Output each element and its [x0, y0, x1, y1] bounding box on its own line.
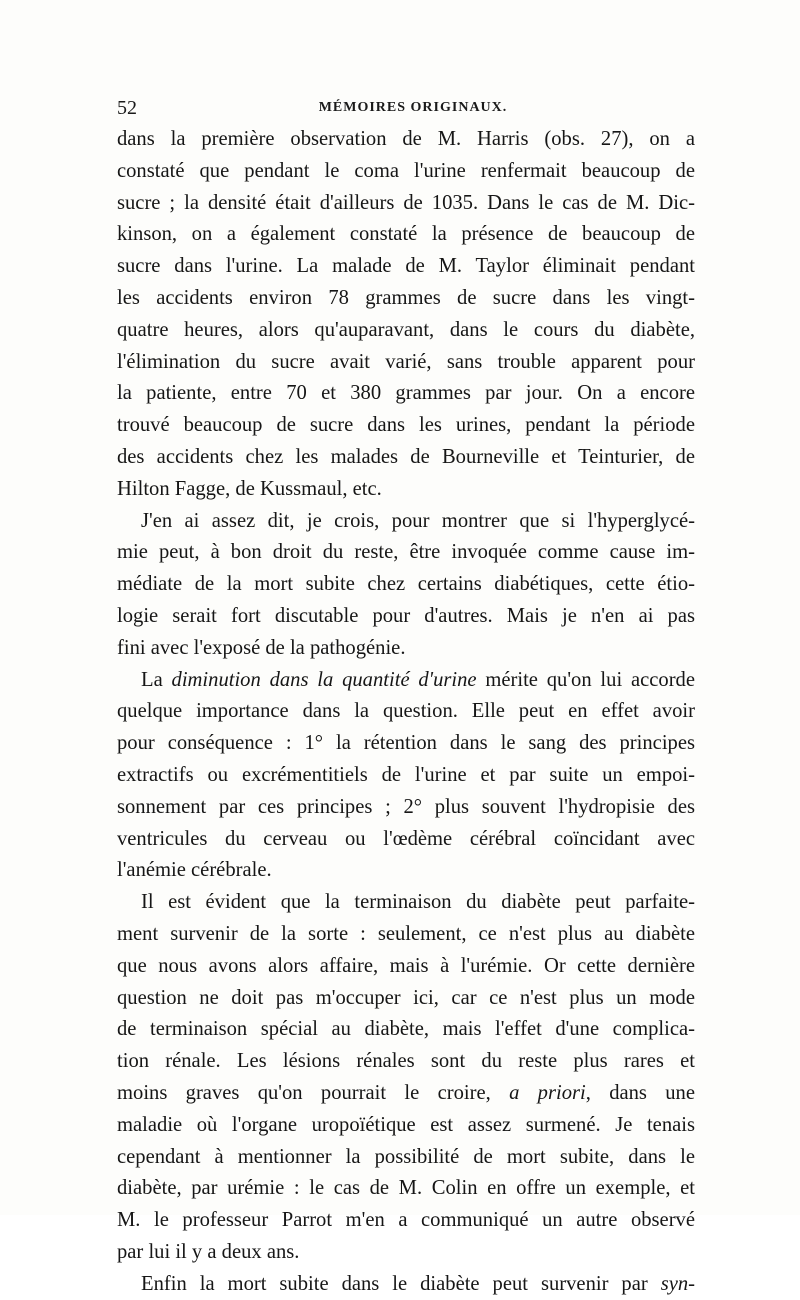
text-line: sucre ; la densité était d'ailleurs de 1035. Dans le cas de M. Dic- — [117, 191, 695, 214]
text-run: mérite qu'on lui accorde — [476, 668, 695, 691]
text-line: des accidents chez les malades de Bourneville et Teinturier, de — [117, 445, 695, 468]
paragraph-1 — [117, 124, 695, 506]
paragraph-4 — [117, 887, 695, 1269]
body-text — [117, 124, 695, 1300]
text-line: l'élimination du sucre avait varié, sans trouble apparent pour — [117, 350, 695, 373]
text-line: ventricules du cerveau ou l'œdème cérébral coïncidant avec — [117, 827, 695, 850]
text-line: quelque importance dans la question. Elle peut en effet avoir — [117, 700, 695, 723]
text-line: sonnement par ces principes ; 2° plus souvent l'hydropisie des — [117, 795, 695, 818]
text-line: sucre dans l'urine. La malade de M. Taylor éliminait pendant — [117, 255, 695, 278]
text-run: La — [141, 668, 172, 691]
text-line: extractifs ou excrémentitiels de l'urine et par suite un empoi- — [117, 763, 695, 786]
paragraph-3 — [117, 665, 695, 888]
text-line: J'en ai assez dit, je crois, pour montrer que si l'hyperglycé- — [141, 509, 695, 532]
text-run: , dans une — [585, 1081, 695, 1104]
text-line: par lui il y a deux ans. — [117, 1240, 300, 1263]
text-line: ment survenir de la sorte : seulement, ce n'est plus au diabète — [117, 922, 695, 945]
text-line: dans la première observation de M. Harris (obs. 27), on a — [117, 128, 695, 150]
text-line: kinson, on a également constaté la présence de beaucoup de — [117, 223, 695, 246]
text-line: pour conséquence : 1° la rétention dans le sang des principes — [117, 732, 695, 755]
text-line: l'anémie cérébrale. — [117, 859, 272, 882]
text-line: constaté que pendant le coma l'urine renfermait beaucoup de — [117, 159, 695, 182]
text-line: question ne doit pas m'occuper ici, car ce n'est plus un mode — [117, 986, 695, 1009]
text-line: les accidents environ 78 grammes de sucre dans les vingt- — [117, 286, 695, 309]
text-line: que nous avons alors affaire, mais à l'urémie. Or cette dernière — [117, 954, 695, 977]
text-line: trouvé beaucoup de sucre dans les urines, pendant la période — [117, 414, 695, 437]
text-line: Il est évident que la terminaison du diabète peut parfaite- — [141, 891, 695, 914]
text-line — [117, 1269, 695, 1300]
italic-text: syn- — [660, 1272, 695, 1295]
text-line: la patiente, entre 70 et 380 grammes par jour. On a encore — [117, 382, 695, 405]
paragraph-2 — [117, 506, 695, 665]
running-head — [117, 96, 709, 120]
text-run: moins graves qu'on pourrait le croire, — [117, 1081, 510, 1104]
text-line: cependant à mentionner la possibilité de mort subite, dans le — [117, 1145, 695, 1168]
italic-text: diminution dans la quantité d'urine — [171, 668, 477, 691]
text-line: tion rénale. Les lésions rénales sont du reste plus rares et — [117, 1050, 695, 1073]
paragraph-5 — [117, 1269, 695, 1300]
text-line: médiate de la mort subite chez certains diabétiques, cette étio- — [117, 573, 695, 596]
text-line: mie peut, à bon droit du reste, être invoquée comme cause im- — [117, 541, 695, 564]
italic-text: a priori — [509, 1081, 586, 1104]
running-title: MÉMOIRES ORIGINAUX. — [318, 100, 508, 115]
text-line — [117, 665, 695, 697]
text-line: M. le professeur Parrot m'en a communiqué un autre observé — [117, 1209, 695, 1232]
text-run: Enfin la mort subite dans le diabète peut survenir par — [141, 1272, 661, 1295]
page-number: 52 — [117, 97, 137, 119]
text-line: de terminaison spécial au diabète, mais l'effet d'une complica- — [117, 1018, 695, 1041]
text-line: quatre heures, alors qu'auparavant, dans le cours du diabète, — [117, 318, 695, 341]
text-line — [117, 1078, 695, 1110]
text-line: fini avec l'exposé de la pathogénie. — [117, 636, 406, 659]
text-line: diabète, par urémie : le cas de M. Colin en offre un exemple, et — [117, 1177, 695, 1200]
text-line: Hilton Fagge, de Kussmaul, etc. — [117, 477, 382, 500]
text-line: maladie où l'organe uropoïétique est assez surmené. Je tenais — [117, 1113, 695, 1136]
text-line: logie serait fort discutable pour d'autres. Mais je n'en ai pas — [117, 604, 695, 627]
